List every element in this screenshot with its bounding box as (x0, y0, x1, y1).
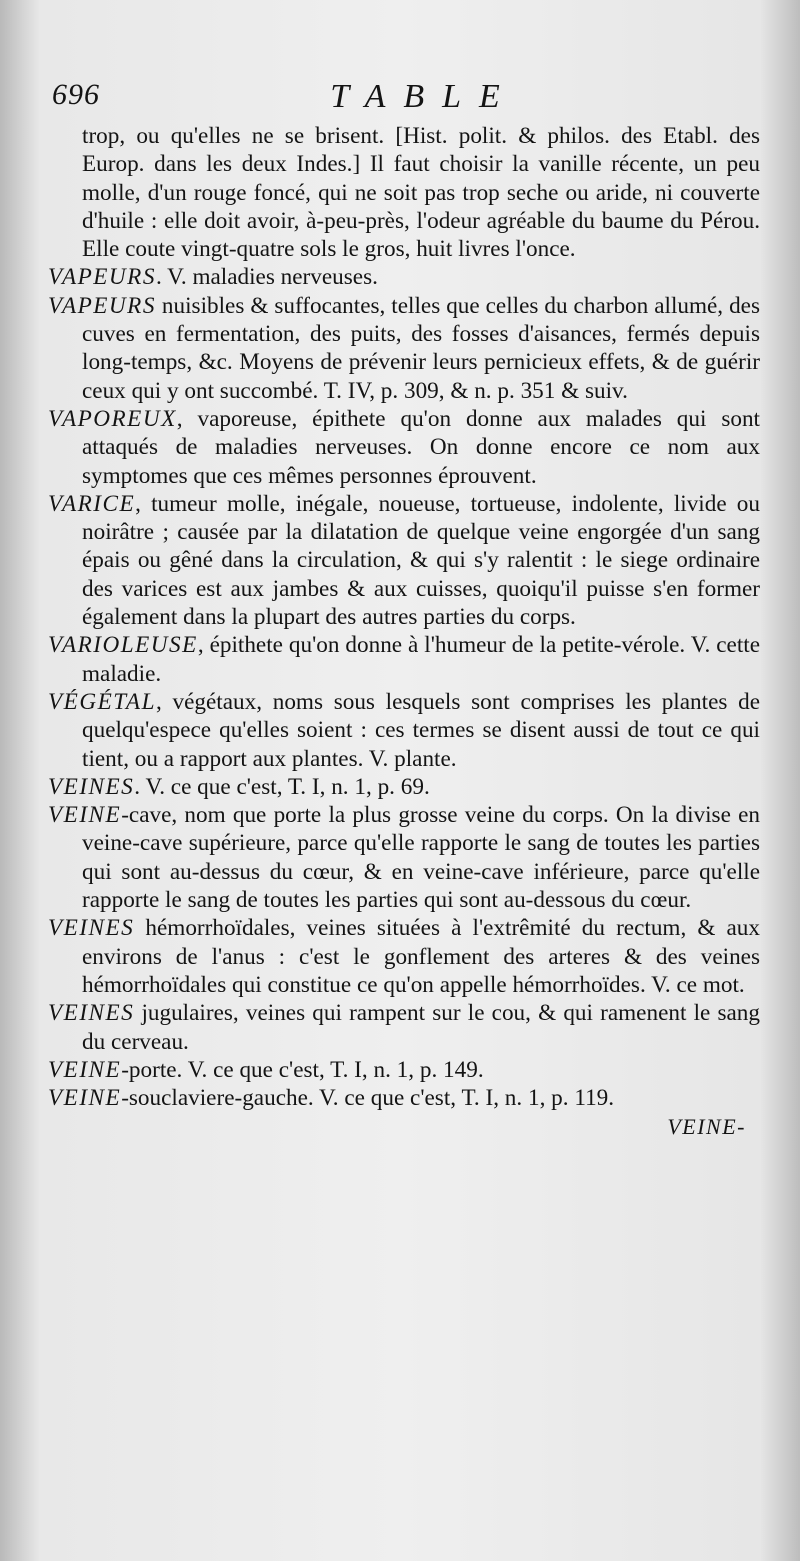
page-number: 696 (52, 78, 100, 111)
index-entry (48, 773, 760, 801)
entry-definition: , vaporeuse, épithete qu'on donne aux malades qui sont attaqués de maladies nerveuses. On donne encore ce nom aux symptomes que ces mêmes personnes éprouvent. (82, 405, 760, 489)
page-header (48, 78, 760, 122)
index-entry (48, 263, 760, 291)
entry-definition: -souclaviere-gauche. V. ce que c'est, T. I, n. 1, p. 119. (121, 1085, 615, 1112)
entry-definition: jugulaires, veines qui rampent sur le cou, & qui ramenent le sang du cerveau. (82, 1000, 760, 1055)
entry-definition: , épithete qu'on donne à l'humeur de la petite-vérole. V. cette maladie. (82, 632, 760, 687)
entry-definition: . V. ce que c'est, T. I, n. 1, p. 69. (134, 773, 430, 800)
entry-headword: VARICE (48, 490, 136, 517)
index-entry (48, 490, 760, 631)
index-entry (48, 914, 760, 999)
entry-definition: -porte. V. ce que c'est, T. I, n. 1, p. 149. (121, 1056, 484, 1083)
index-entry (48, 631, 760, 688)
index-entries (48, 122, 760, 1112)
entry-headword: VEINE (48, 802, 122, 829)
index-entry (48, 292, 760, 405)
entry-headword: VAPEURS (48, 292, 156, 319)
entry-headword: VARIOLEUSE (48, 632, 198, 659)
entry-headword: VEINE (48, 1085, 122, 1112)
running-title: TABLE (330, 78, 518, 115)
entry-headword: VEINE (48, 1056, 122, 1083)
entry-text: trop, ou qu'elles ne se brisent. [Hist. polit. & philos. des Etabl. des Europ. dans les deux Indes.] Il faut choisir la vanille récente, un peu molle, d'un rouge foncé, qui ne soit pas trop seche ou aride, ni couverte d'huile : elle doit avoir, à-peu-près, l'odeur agréable du baume du Pérou. Elle coute vingt-quatre sols le gros, huit livres l'once. (82, 123, 760, 263)
entry-definition: , végétaux, noms sous lesquels sont comprises les plantes de quelqu'espece qu'elles soient : ces termes se disent aussi de tout ce qui tient, ou a rapport aux plantes. V. plante. (82, 688, 760, 772)
entry-headword: VEINES (48, 915, 135, 942)
entry-definition: , tumeur molle, inégale, noueuse, tortueuse, indolente, livide ou noirâtre ; causée par la dilatation de quelque veine engorgée d'un sang épais ou gêné dans la circulation, & qui s'y ralentit : le siege ordinaire des varices est aux jambes & aux cuisses, quoiqu'il puisse s'en former également dans la plupart des autres parties du corps. (82, 490, 760, 631)
entry-continuation (48, 122, 760, 263)
index-entry (48, 688, 760, 773)
index-entry (48, 1084, 760, 1112)
index-entry (48, 999, 760, 1056)
entry-headword: VEINES (48, 1000, 135, 1027)
entry-definition: -cave, nom que porte la plus grosse veine du corps. On la divise en veine-cave supérieure, parce qu'elle rapporte le sang de toutes les parties qui sont au-dessus du cœur, & en veine-cave inférieure, parce qu'elle rapporte le sang de toutes les parties qui sont au-dessous du cœur. (82, 802, 760, 914)
entry-definition: hémorrhoïdales, veines situées à l'extrêmité du rectum, & aux environs de l'anus : c'est le gonflement des arteres & des veines hémorrhoïdales qui constitue ce qu'on appelle hémorrhoïdes. V. ce mot. (82, 915, 760, 998)
entry-headword: VEINES (48, 773, 135, 800)
index-entry (48, 1056, 760, 1084)
index-entry (48, 405, 760, 490)
catchword: VEINE- (667, 1114, 746, 1140)
entry-headword: VAPOREUX (48, 405, 177, 432)
entry-headword: VÉGÉTAL (48, 688, 156, 715)
entry-headword: VAPEURS (48, 264, 156, 291)
index-entry (48, 801, 760, 914)
entry-definition: nuisibles & suffocantes, telles que celles du charbon allumé, des cuves en fermentation, des puits, des fosses d'aisances, fermés depuis long-temps, &c. Moyens de prévenir leurs pernicieux effets, & de guérir ceux qui y ont succombé. T. IV, p. 309, & n. p. 351 & suiv. (82, 292, 760, 404)
entry-definition: . V. maladies nerveuses. (155, 264, 378, 291)
